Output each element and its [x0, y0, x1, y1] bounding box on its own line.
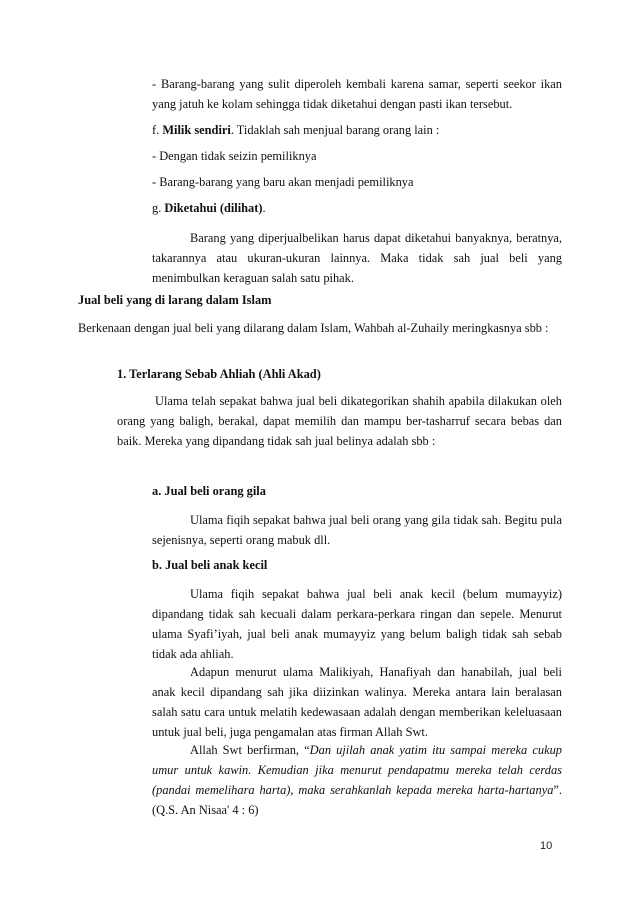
subheading-ahliah-text: 1. Terlarang Sebab Ahliah (Ahli Akad) — [117, 367, 321, 381]
item-tanpa-izin: - Dengan tidak seizin pemiliknya — [152, 149, 317, 163]
paragraph-firman — [152, 740, 562, 820]
item-g-title: Diketahui (dilihat) — [164, 201, 263, 215]
subheading-anak-kecil — [152, 555, 562, 575]
subheading-orang-gila-text: a. Jual beli orang gila — [152, 484, 266, 498]
paragraph-orang-gila: Ulama fiqih sepakat bahwa jual beli orang yang gila tidak sah. Begitu pula sejenisnya, seperti orang mabuk dll. — [152, 513, 562, 547]
firman-intro: Allah Swt berfirman, “ — [190, 743, 310, 757]
firman-quote: Dan ujilah anak yatim itu sampai mereka cukup umur untuk kawin. Kemudian jika menurut pendapatmu mereka telah cerdas (pandai memelihara harta), maka serahkanlah kepada mereka harta-hartanya — [152, 743, 562, 797]
paragraph-anak-kecil: Ulama fiqih sepakat bahwa jual beli anak kecil (belum mumayyiz) dipandang tidak sah kecuali dalam perkara-perkara ringan dan sepele. Menurut ulama Syafi’iyah, jual beli anak mumayyiz yang belum baligh tidak sah sebab tidak ada ahliah. — [152, 587, 562, 661]
item-g-prefix: g. — [152, 201, 165, 215]
item-g-text: . — [262, 201, 266, 215]
paragraph-diketahui: Barang yang diperjualbelikan harus dapat diketahui banyaknya, beratnya, takarannya atau ukuran-ukuran lainnya. Maka tidak sah jual beli yang menimbulkan keraguan salah satu pihak. — [152, 231, 562, 285]
firman-citation: ”. (Q.S. An Nisaa' 4 : 6) — [152, 783, 562, 817]
item-f-text: . Tidaklah sah menjual barang orang lain : — [230, 123, 440, 137]
subheading-orang-gila — [152, 481, 562, 501]
page-number: 10 — [540, 840, 553, 852]
section-heading-text: Jual beli yang di larang dalam Islam — [78, 293, 272, 307]
subheading-anak-kecil-text: b. Jual beli anak kecil — [152, 558, 268, 572]
paragraph-ahliah: Ulama telah sepakat bahwa jual beli dikategorikan shahih apabila dilakukan oleh orang yang baligh, berakal, dapat memilih dan mampu ber-tasharruf secara bebas dan baik. Mereka yang dipandang tidak sah jual belinya adalah sbb : — [117, 394, 562, 448]
item-f-prefix: f. — [152, 123, 163, 137]
paragraph-malikiyah: Adapun menurut ulama Malikiyah, Hanafiyah dan hanabilah, jual beli anak kecil dipandang sah jika diizinkan walinya. Mereka antara lain beralasan salah satu cara untuk melatih kedewasaan adalah dengan memberikan keleluasaan untuk jual beli, juga pengamalan atas firman Allah Swt. — [152, 665, 562, 739]
paragraph-samar: - Barang-barang yang sulit diperoleh kembali karena samar, seperti seekor ikan yang jatuh ke kolam sehingga tidak diketahui dengan pasti ikan tersebut. — [152, 77, 562, 111]
item-milik-sendiri — [152, 120, 562, 140]
item-f-title: Milik sendiri — [162, 123, 231, 137]
subheading-ahliah — [117, 364, 562, 384]
section-heading — [78, 290, 562, 310]
paragraph-intro: Berkenaan dengan jual beli yang dilarang dalam Islam, Wahbah al-Zuhaily meringkasnya sbb : — [78, 321, 549, 335]
item-barang-baru: - Barang-barang yang baru akan menjadi pemiliknya — [152, 175, 414, 189]
item-diketahui — [152, 198, 562, 218]
